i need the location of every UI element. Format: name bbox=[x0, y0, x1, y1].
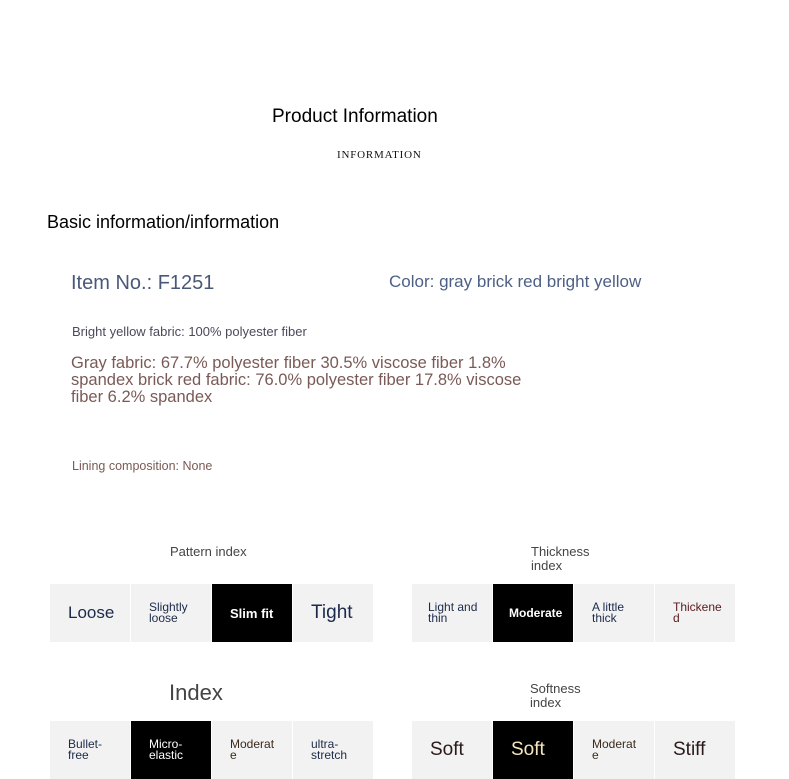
softness-option-soft[interactable]: Soft bbox=[412, 721, 492, 779]
softness-option-stiff[interactable]: Stiff bbox=[655, 721, 735, 779]
elastic-option-moderate[interactable]: Moderate bbox=[212, 721, 292, 779]
fabric-yellow: Bright yellow fabric: 100% polyester fiber bbox=[72, 324, 307, 339]
softness-option-moderate[interactable]: Moderate bbox=[574, 721, 654, 779]
pattern-option-loose[interactable]: Loose bbox=[50, 584, 130, 642]
pattern-option-slightly-loose[interactable]: Slightly loose bbox=[131, 584, 211, 642]
page-title: Product Information bbox=[272, 106, 438, 127]
pattern-index-label: Pattern index bbox=[170, 544, 247, 559]
thickness-option-thickened[interactable]: Thickened bbox=[655, 584, 735, 642]
fabric-gray-brick: Gray fabric: 67.7% polyester fiber 30.5% viscose fiber 1.8% spandex brick red fabric: 76.0% polyester fiber 17.8% viscose fiber 6.2% spandex bbox=[71, 354, 522, 406]
softness-index-options bbox=[412, 721, 735, 779]
pattern-option-tight[interactable]: Tight bbox=[293, 584, 373, 642]
thickness-option-little-thick[interactable]: A little thick bbox=[574, 584, 654, 642]
elastic-index-options bbox=[50, 721, 373, 779]
elastic-option-ultra-stretch[interactable]: ultra-stretch bbox=[293, 721, 373, 779]
elastic-option-micro-elastic[interactable]: Micro-elastic bbox=[131, 721, 211, 779]
item-number: Item No.: F1251 bbox=[71, 272, 215, 294]
color-info: Color: gray brick red bright yellow bbox=[389, 272, 642, 291]
page-subtitle: INFORMATION bbox=[337, 149, 422, 161]
elastic-option-bullet-free[interactable]: Bullet-free bbox=[50, 721, 130, 779]
thickness-index-label: Thickness index bbox=[531, 544, 590, 573]
softness-index-label: Softness index bbox=[530, 681, 581, 710]
lining-composition: Lining composition: None bbox=[72, 459, 213, 473]
pattern-option-slim-fit[interactable]: Slim fit bbox=[212, 584, 292, 642]
thickness-index-options bbox=[412, 584, 735, 642]
section-title: Basic information/information bbox=[47, 212, 280, 232]
thickness-option-moderate[interactable]: Moderate bbox=[493, 584, 573, 642]
thickness-option-light-thin[interactable]: Light and thin bbox=[412, 584, 492, 642]
softness-option-soft-selected[interactable]: Soft bbox=[493, 721, 573, 779]
elastic-index-label: Index bbox=[169, 680, 223, 705]
pattern-index-options bbox=[50, 584, 373, 642]
